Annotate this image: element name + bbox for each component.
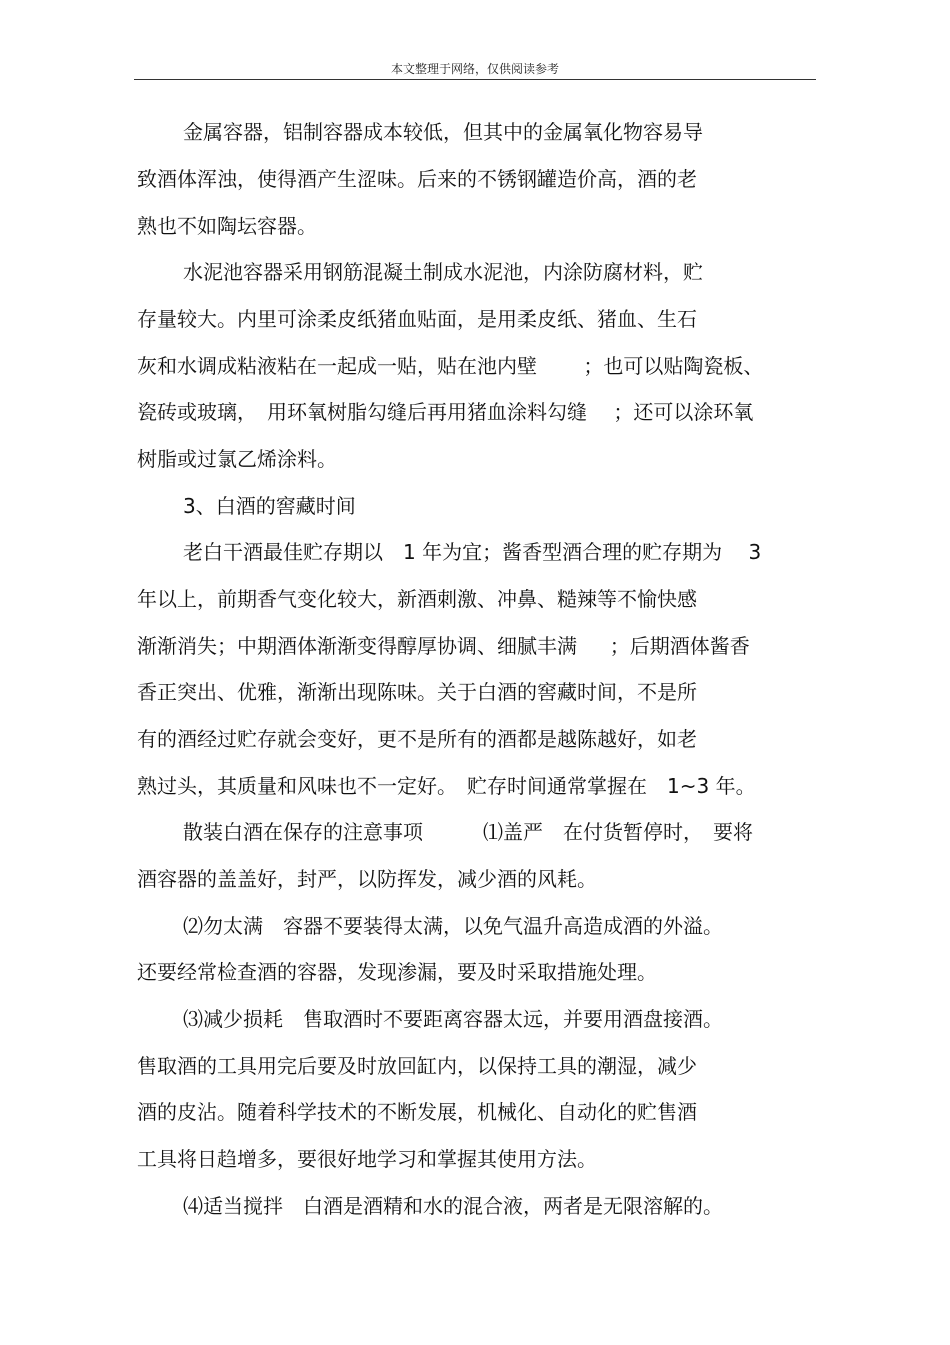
text-line: 散装白酒在保存的注意事项 ⑴盖严 在付货暂停时， 要将: [183, 820, 753, 844]
text-line: 水泥池容器采用钢筋混凝土制成水泥池，内涂防腐材料，贮: [183, 260, 703, 284]
text-line: 致酒体浑浊，使得酒产生涩味。后来的不锈钢罐造价高，酒的老: [137, 167, 697, 191]
text-line: 存量较大。内里可涂柔皮纸猪血贴面，是用柔皮纸、猪血、生石: [137, 307, 697, 331]
text-line: 灰和水调成粘液粘在一起成一贴，贴在池内壁 ；也可以贴陶瓷板、: [137, 354, 764, 378]
text-line: 熟也不如陶坛容器。: [137, 214, 317, 238]
text-line: ⑶减少损耗 售取酒时不要距离容器太远，并要用酒盘接酒。: [183, 1007, 723, 1031]
text-line: 有的酒经过贮存就会变好，更不是所有的酒都是越陈越好，如老: [137, 727, 697, 751]
text-line: 渐渐消失；中期酒体渐渐变得醇厚协调、细腻丰满 ；后期酒体酱香: [137, 634, 750, 658]
header-divider: [134, 79, 816, 80]
text-line: 香正突出、优雅，渐渐出现陈味。关于白酒的窖藏时间，不是所: [137, 680, 697, 704]
text-line: 还要经常检查酒的容器，发现渗漏，要及时采取措施处理。: [137, 960, 657, 984]
text-line: 工具将日趋增多，要很好地学习和掌握其使用方法。: [137, 1147, 597, 1171]
text-line: 酒容器的盖盖好，封严，以防挥发，减少酒的风耗。: [137, 867, 597, 891]
text-line: 瓷砖或玻璃， 用环氧树脂勾缝后再用猪血涂料勾缝 ；还可以涂环氧: [137, 400, 754, 424]
section-heading: 3、白酒的窖藏时间: [183, 494, 356, 518]
text-line: 树脂或过氯乙烯涂料。: [137, 447, 337, 471]
text-line: ⑷适当搅拌 白酒是酒精和水的混合液，两者是无限溶解的。: [183, 1194, 723, 1218]
page-header: 本文整理于网络，仅供阅读参考: [390, 62, 559, 76]
text-line: 酒的皮沾。随着科学技术的不断发展，机械化、自动化的贮售酒: [137, 1100, 697, 1124]
text-line: 金属容器，铝制容器成本较低，但其中的金属氧化物容易导: [183, 120, 703, 144]
text-line: 售取酒的工具用完后要及时放回缸内，以保持工具的潮湿，减少: [137, 1054, 697, 1078]
text-line: 年以上，前期香气变化较大，新酒刺激、冲鼻、糙辣等不愉快感: [137, 587, 697, 611]
text-line: 老白干酒最佳贮存期以 1 年为宜；酱香型酒合理的贮存期为 3: [183, 540, 762, 564]
text-line: ⑵勿太满 容器不要装得太满，以免气温升高造成酒的外溢。: [183, 914, 723, 938]
text-line: 熟过头，其质量和风味也不一定好。 贮存时间通常掌握在 1~3 年。: [137, 774, 756, 798]
